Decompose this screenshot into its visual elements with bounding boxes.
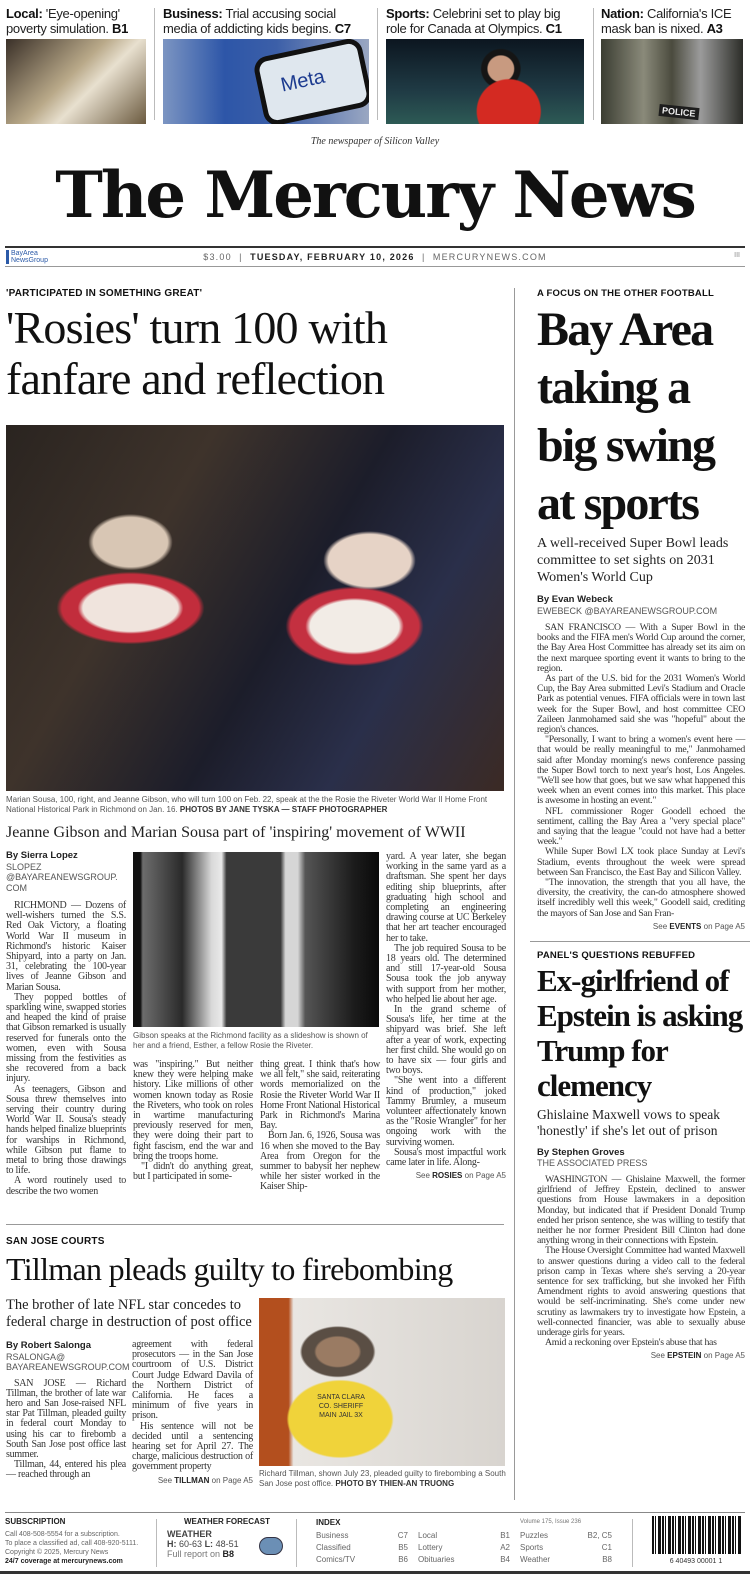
tillman-caption bbox=[259, 1469, 509, 1489]
footer-index-items-7-name: Sports bbox=[520, 1543, 544, 1552]
main-col1-2: As teenagers, Gibson and Sousa threw themselves into serving their country during World War II. Sousa's steady hands helped finalize blueprints for warships in Richmond, while Gibson put flame to metal to bring those drawings to life. bbox=[6, 1083, 126, 1177]
footer-weather-high_label: H: bbox=[167, 1539, 177, 1549]
main-headline[interactable]: 'Rosies' turn 100 with fanfare and reflection bbox=[6, 302, 388, 404]
footer-index-items-6-name: Puzzles bbox=[520, 1531, 549, 1540]
teasers-0-text: 'Eye-opening' poverty simulation. bbox=[6, 6, 120, 36]
epstein-body-0: WASHINGTON — Ghislaine Maxwell, the former girlfriend of Jeffrey Epstein, declined to answer questions from House lawmakers in a deposition Monday, but indicated that if President Donald Trump ended her prison sentence, she was willing to testify that neither he nor former President Bill Clinton had done anything wrong in their connections with Epstein. bbox=[537, 1173, 745, 1247]
footer-index-items-1-name: Classified bbox=[316, 1543, 351, 1552]
rule bbox=[6, 1224, 504, 1225]
body-text bbox=[6, 1379, 126, 1481]
footer-subscription-title: SUBSCRIPTION bbox=[5, 1517, 66, 1526]
teasers-1-section: Business: bbox=[163, 6, 223, 21]
main-credit: PHOTOS BY JANE TYSKA — STAFF PHOTOGRAPHER bbox=[179, 805, 388, 814]
main-col1 bbox=[6, 850, 126, 1197]
teaser-text bbox=[6, 6, 146, 36]
index-item[interactable] bbox=[520, 1554, 612, 1566]
sports-byline_contact: EWEBECK @BAYAREANEWSGROUP.COM bbox=[537, 605, 718, 616]
main-jump-pre: See bbox=[415, 1171, 430, 1181]
sports-body-4: While Super Bowl LX took place Sunday at Levi's Stadium, events throughout the week were spread between San Francisco, the East Bay and Silicon Valley. bbox=[537, 846, 745, 878]
footer-index-items-2-name: Comics/TV bbox=[316, 1555, 356, 1564]
tillman-col2-1: His sentence will not be decided until a sentencing hearing set for April 27. The charge, malicious destruction of government property bbox=[132, 1420, 253, 1473]
footer-weather-label: WEATHER bbox=[167, 1529, 212, 1539]
tillman-headline[interactable]: Tillman pleads guilty to firebombing bbox=[6, 1251, 453, 1287]
epstein-body-2: Amid a reckoning over Epstein's abuse that has bbox=[545, 1337, 717, 1349]
body-text bbox=[6, 901, 126, 1197]
byline bbox=[6, 1340, 130, 1373]
main-kicker: 'PARTICIPATED IN SOMETHING GREAT' bbox=[6, 288, 203, 299]
column-divider bbox=[514, 288, 515, 1500]
epstein-body-1: The House Oversight Committee had wanted Maxwell to answer questions during a video call to the federal prison camp in Texas where she's serving a 20-year sentence for sex trafficking, but she invoked her Fifth Amendment rights to avoid answering questions that would be self-incriminating. She's come under new scrutiny as lawmakers try to investigate how Epstein, a well-connected financier, was able to sexually abuse underage girls for years. bbox=[537, 1245, 745, 1338]
epstein-byline: By Stephen Groves bbox=[537, 1146, 625, 1158]
epstein-headline[interactable]: Ex-girlfriend of Epstein is asking Trump for clemency bbox=[537, 962, 743, 1103]
volume-issue: Volume 175, Issue 236 bbox=[520, 1519, 582, 1525]
footer-index-items-0-name: Business bbox=[316, 1531, 349, 1540]
site-link[interactable]: MERCURYNEWS.COM bbox=[432, 252, 547, 262]
footer-weather-title: WEATHER FORECAST bbox=[183, 1517, 271, 1526]
dateline-bar: $3.00 | TUESDAY, FEBRUARY 10, 2026 | MERCURYNEWS.COM bbox=[203, 252, 547, 262]
footer-weather-report_page: B8 bbox=[222, 1549, 235, 1559]
phone-screen bbox=[252, 39, 369, 124]
main-col2-1: "I didn't do anything great, but I participated in some- bbox=[133, 1161, 253, 1183]
tillman-col2 bbox=[132, 1340, 253, 1485]
divider bbox=[154, 8, 155, 120]
index-item[interactable] bbox=[316, 1542, 408, 1554]
main-caption bbox=[6, 795, 506, 815]
teasers-2-page: C1 bbox=[545, 21, 562, 36]
index-item[interactable] bbox=[418, 1542, 510, 1554]
main-photo bbox=[6, 425, 504, 791]
main-col1-1: They popped bottles of sparkling wine, swapped stories and heaped the kind of praise that Gibson remarked is usually reserved for funerals onto the women, even with Sousa missing from the festivities as she recovered from a back injury. bbox=[6, 991, 127, 1085]
index-item[interactable] bbox=[418, 1554, 510, 1566]
footer-weather-report: Full report on bbox=[167, 1549, 221, 1559]
tillman-shirt_text: SANTA CLARA CO. SHERIFF MAIN JAIL 3X bbox=[317, 1394, 365, 1419]
main-col2-0: was "inspiring." But neither knew they were helping make history. Like millions of other women known today as Rosie the Riveters, who took on roles in wartime manufacturing previously reserved for men, they were doing their part to fight fascism, end the war and bring the troops home. bbox=[133, 1059, 253, 1162]
right-column bbox=[537, 288, 745, 1360]
jump-events[interactable] bbox=[537, 922, 745, 931]
sports-body-1: As part of the U.S. bid for the 2031 Women's World Cup, the Bay Area submitted Levi's Stadium and Oracle Park as potential venues. FIFA officials were in town last week for the Super Bowl, and host committee CEO Zaileen Janmohamed said she was "hopeful" about the region's chances. bbox=[537, 673, 745, 736]
main-col4-1: The job required Sousa to be 18 years old. The determined and still 17-year-old Sousa Sousa took the job anyway with support from her mother, who helped lie about her age. bbox=[386, 942, 506, 1005]
tagline: The newspaper of Silicon Valley bbox=[310, 136, 440, 147]
index-item[interactable] bbox=[520, 1530, 612, 1542]
tillman-jump-key: TILLMAN bbox=[174, 1475, 210, 1485]
footer-index-items-5-name: Obituaries bbox=[418, 1555, 455, 1564]
footer-weather-high: 60-63 bbox=[179, 1539, 203, 1549]
main-col3-0: thing great. I think that's how we all felt," she said, reiterating words memorialized on the Rosie the Riveter World War II Home Front National Historical Park in Richmond's Marina Bay. bbox=[260, 1059, 380, 1132]
teaser-photo-business bbox=[163, 39, 369, 124]
byline bbox=[6, 850, 126, 893]
teasers-3-page: A3 bbox=[706, 21, 723, 36]
body-text bbox=[537, 623, 745, 919]
teaser-text bbox=[386, 6, 584, 36]
sports-body-5: "The innovation, the strength that you all have, the diversity, the creativity, the can-do atmosphere showed itself incredibly well this week," Goodell said, crediting the mayors of San Jose and San Fran- bbox=[537, 877, 745, 919]
teaser-photo-nation bbox=[601, 39, 743, 124]
epstein-jump-pre: See bbox=[650, 1351, 665, 1361]
bayarea-newsgroup-logo: BayArea NewsGroup bbox=[6, 250, 58, 264]
main-caption: Marian Sousa, 100, right, and Jeanne Gibson, who will turn 100 on Feb. 22, speak at the the Rosie the Riveter World War II Home Front National Historical Park in Richmond on Jan. 16. bbox=[6, 795, 488, 814]
teasers-1-text: Trial accusing social media of addicting kids begins. bbox=[163, 6, 336, 36]
masthead-price: $3.00 bbox=[203, 252, 232, 262]
sports-headline[interactable]: Bay Area taking a big swing at sports bbox=[537, 303, 715, 530]
teasers-1-page: C7 bbox=[334, 21, 351, 36]
epstein-jump-key: EPSTEIN bbox=[667, 1351, 702, 1361]
rain-cloud-icon bbox=[259, 1537, 283, 1555]
masthead-date: TUESDAY, FEBRUARY 10, 2026 bbox=[250, 252, 415, 262]
rule bbox=[5, 266, 745, 267]
divider bbox=[593, 8, 594, 120]
masthead-edition: III bbox=[734, 252, 740, 259]
tillman-col1 bbox=[6, 1340, 130, 1481]
divider bbox=[296, 1519, 297, 1567]
main-byline_contact: SLOPEZ @BAYAREANEWSGROUP. COM bbox=[6, 861, 118, 893]
jump-tillman[interactable] bbox=[132, 1476, 253, 1485]
sports-deck: A well-received Super Bowl leads committee to set sights on 2031 Women's World Cup bbox=[537, 536, 729, 585]
teasers-0-page: B1 bbox=[112, 21, 129, 36]
sports-jump-post: on Page A5 bbox=[703, 921, 745, 931]
divider bbox=[156, 1519, 157, 1567]
tillman-col1-1: Tillman, 44, entered his plea — reached through an bbox=[6, 1459, 126, 1481]
barcode bbox=[652, 1516, 742, 1554]
teasers-3-text: California's ICE mask ban is nixed. bbox=[601, 6, 732, 36]
main-col3-1: Born Jan. 6, 1926, Sousa was 16 when she moved to the Bay Area from Oregon for the summer to babysit her nephew while her sister worked in the Kaiser Ship- bbox=[260, 1130, 380, 1193]
main-col4-2: In the grand scheme of Sousa's life, her time at the shipyard was brief. She left after a year of work, expecting her first child. She would go on to have six — four girls and two boys. bbox=[386, 1004, 506, 1077]
sports-story bbox=[537, 288, 745, 931]
footer-index-items-7-page: C1 bbox=[601, 1543, 612, 1552]
tillman-credit: PHOTO BY THIEN-AN TRUONG bbox=[335, 1479, 455, 1488]
epstein-byline_contact: THE ASSOCIATED PRESS bbox=[537, 1158, 648, 1169]
epstein-story bbox=[537, 950, 745, 1360]
main-jump-key: ROSIES bbox=[432, 1171, 463, 1181]
epstein-deck: Ghislaine Maxwell vows to speak 'honestly' if she's let out of prison bbox=[537, 1106, 720, 1138]
footer-subscription-lines-1: To place a classified ad, call 408-920-5111. bbox=[5, 1540, 139, 1547]
teaser-nation[interactable] bbox=[601, 6, 743, 124]
index-item[interactable] bbox=[316, 1554, 408, 1566]
rule bbox=[530, 941, 750, 942]
main-col2 bbox=[133, 1060, 253, 1182]
footer-weather-low_label: L: bbox=[204, 1539, 214, 1549]
teasers-2-text: Celebrini set to play big role for Canada at Olympics. bbox=[386, 6, 561, 36]
divider bbox=[632, 1519, 633, 1567]
barcode-number: 6 40493 00001 1 bbox=[648, 1557, 744, 1566]
footer-index-items-2-page: B6 bbox=[398, 1555, 408, 1564]
teaser-local[interactable] bbox=[6, 6, 146, 124]
tillman-col2-0: agreement with federal prosecutors — in the San Jose courtroom of U.S. District Court Judge Edward Davila of the Northern District of California. He faces a minimum of five years in prison. bbox=[132, 1339, 253, 1422]
sports-kicker: A FOCUS ON THE OTHER FOOTBALL bbox=[537, 288, 714, 299]
tillman-kicker: SAN JOSE COURTS bbox=[6, 1236, 105, 1247]
tillman-caption: Richard Tillman, shown July 23, pleaded guilty to firebombing a South San Jose post office. bbox=[259, 1469, 506, 1488]
main-col4 bbox=[386, 852, 506, 1180]
footer-subscription-lines-2: Copyright © 2025, Mercury News bbox=[5, 1549, 109, 1556]
divider bbox=[377, 8, 378, 120]
jump-epstein[interactable] bbox=[537, 1351, 745, 1360]
footer-index-items-5-page: B4 bbox=[500, 1555, 510, 1564]
footer-index-items-6-page: B2, C5 bbox=[587, 1531, 612, 1540]
sports-body-3: NFL commissioner Roger Goodell echoed the sentiment, calling the Bay Area a "very special place" and saying that the league "could not have had a better week." bbox=[537, 805, 745, 848]
masthead-logo[interactable]: The Mercury News bbox=[55, 158, 695, 233]
teasers-3-section: Nation: bbox=[601, 6, 644, 21]
tillman-deck: The brother of late NFL star concedes to federal charge in destruction of post office bbox=[6, 1297, 252, 1330]
teasers-3-photo_text: POLICE bbox=[658, 104, 699, 120]
footer-index-items-4-name: Lottery bbox=[418, 1543, 443, 1552]
tillman-col1-0: SAN JOSE — Richard Tillman, the brother of late war hero and San Jose-raised NFL star Pat Tillman, pleaded guilty in federal court Monday to using his car to firebomb a South San Jose post office last summer. bbox=[6, 1377, 126, 1460]
index-title: INDEX bbox=[316, 1518, 341, 1527]
main-col4-4: Sousa's most impactful work came later in life. Along- bbox=[386, 1146, 506, 1169]
teaser-text bbox=[601, 6, 743, 36]
footer-index-items-4-page: A2 bbox=[500, 1543, 510, 1552]
main-deck: Jeanne Gibson and Marian Sousa part of 'inspiring' movement of WWII bbox=[6, 824, 466, 841]
body-text bbox=[132, 1340, 253, 1473]
main-col3 bbox=[260, 1060, 380, 1193]
rule bbox=[5, 1512, 745, 1513]
teaser-text bbox=[163, 6, 369, 36]
jump-rosies[interactable] bbox=[386, 1171, 506, 1180]
footer-index-items-3-name: Local bbox=[418, 1531, 438, 1540]
footer-index-items-3-page: B1 bbox=[500, 1531, 510, 1540]
sports-body-0: SAN FRANCISCO — With a Super Bowl in the books and the FIFA men's World Cup around the corner, the Bay Area Host Committee has already set its aim on the next marquee sporting event it wants to bring to the region. bbox=[537, 622, 745, 674]
coverage-link[interactable]: 24/7 coverage at mercurynews.com bbox=[5, 1558, 123, 1565]
teaser-business[interactable] bbox=[163, 6, 369, 124]
byline bbox=[537, 594, 745, 616]
main-col4-0: yard. A year later, she began working in the same yard as a draftsman. She spent her days editing ship blueprints, after graduating high school and completing an engineering drawing course at UC Berkeley that her art teacher encouraged her to take. bbox=[386, 851, 506, 944]
index-list bbox=[316, 1530, 616, 1566]
main-col1-0: RICHMOND — Dozens of well-wishers turned the S.S. Red Oak Victory, a floating World War II museum in Richmond's historic Kaiser Shipyard, into a party on Jan. 31, celebrating the 100-year lives of Jeanne Gibson and Marian Sousa. bbox=[6, 900, 126, 993]
teaser-photo-local bbox=[6, 39, 146, 124]
footer-index-items-1-page: B5 bbox=[398, 1543, 408, 1552]
main-byline: By Sierra Lopez bbox=[6, 850, 78, 861]
epstein-kicker: PANEL'S QUESTIONS REBUFFED bbox=[537, 949, 696, 961]
teasers-2-section: Sports: bbox=[386, 6, 430, 21]
weather-box bbox=[167, 1517, 287, 1559]
tillman-byline_contact: RSALONGA@ BAYAREANEWSGROUP.COM bbox=[6, 1351, 130, 1372]
footer-subscription-lines-0: Call 408-508-5554 for a subscription. bbox=[5, 1531, 120, 1538]
body-text bbox=[386, 852, 506, 1168]
sports-byline: By Evan Webeck bbox=[537, 594, 613, 605]
main-col1-3: A word routinely used to describe the two women bbox=[6, 1175, 126, 1197]
tillman-jump-post: on Page A5 bbox=[211, 1475, 253, 1485]
main-jump-post: on Page A5 bbox=[464, 1171, 506, 1181]
sports-jump-key: EVENTS bbox=[669, 921, 702, 931]
main-col4-3: "She went into a different kind of production," joked Tammy Brumley, a museum volunteer affectionately known as the "Rosie Wrangler" for her ongoing work with the surviving women. bbox=[386, 1075, 506, 1148]
teasers-0-section: Local: bbox=[6, 6, 43, 21]
footer-weather-low: 48-51 bbox=[215, 1539, 239, 1549]
tillman-byline: By Robert Salonga bbox=[6, 1340, 91, 1351]
epstein-jump-post: on Page A5 bbox=[703, 1351, 745, 1361]
rule bbox=[5, 246, 745, 248]
index-item[interactable] bbox=[316, 1530, 408, 1542]
tillman-photo bbox=[259, 1298, 505, 1466]
footer-index-items-8-name: Weather bbox=[520, 1555, 551, 1564]
index-item[interactable] bbox=[520, 1542, 612, 1554]
sports-body-2: "Personally, I want to bring a women's event here — that would be really meaningful to me," Janmohamed said after Monday morning's news conference passing the Super Bowl torch to next year's host, Los Angeles. "We'll see how that goes, but we saw what happened this week when an event comes into this market. This place is awesome in hosting an event." bbox=[537, 734, 745, 807]
index-item[interactable] bbox=[418, 1530, 510, 1542]
byline bbox=[537, 1147, 745, 1169]
sports-jump-pre: See bbox=[652, 921, 668, 931]
inset-photo bbox=[133, 852, 379, 1027]
subscription-box bbox=[5, 1517, 153, 1566]
teaser-photo-sports bbox=[386, 39, 584, 124]
footer-index-items-8-page: B8 bbox=[602, 1555, 612, 1564]
body-text bbox=[537, 1175, 745, 1348]
tillman-jump-pre: See bbox=[157, 1475, 173, 1485]
footer-index-items-0-page: C7 bbox=[397, 1531, 408, 1540]
teaser-sports[interactable] bbox=[386, 6, 584, 124]
teasers-1-photo_text: Meta bbox=[278, 65, 327, 97]
inset-caption: Gibson speaks at the Richmond facility as a slideshow is shown of her and a friend, Esther, a fellow Rosie the Riveter. bbox=[133, 1031, 368, 1050]
